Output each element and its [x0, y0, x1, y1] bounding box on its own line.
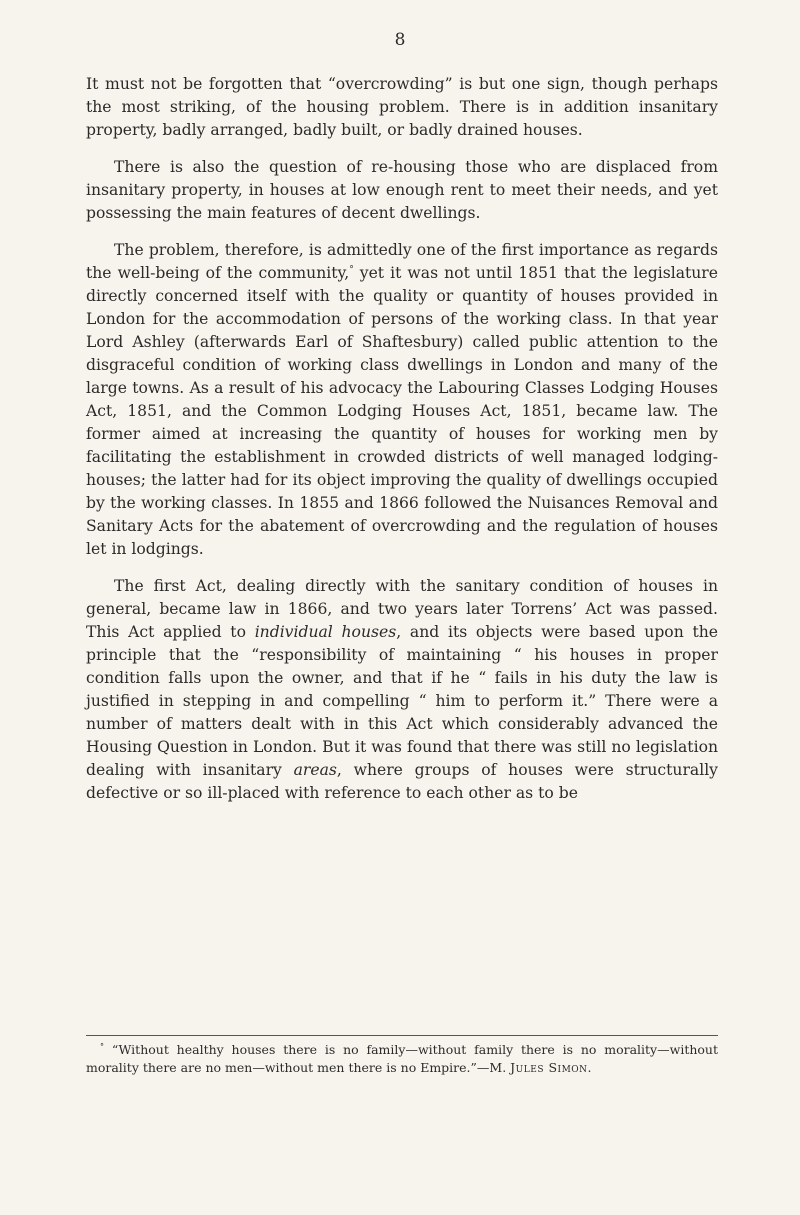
paragraph-text: The problem, therefore, is admittedly one of the first importance as regards the well-being of the community,: [86, 241, 718, 282]
footnote-mark: °: [100, 1041, 104, 1051]
footnote-text: “Without healthy houses there is no family—without family there is no morality—without morality there are no men—without men there is no Empire.”—M.: [86, 1042, 718, 1075]
body-text: [86, 73, 718, 805]
paragraph-rehousing: There is also the question of re-housing those who are displaced from insanitary property, in houses at low enough rent to meet their needs, and yet possessing the main features of decent dwellings.: [86, 158, 718, 222]
paragraph-text: , where groups of houses were structurally defective or so ill-placed with reference to each other as to be: [86, 761, 718, 802]
paragraph-text: The first Act, dealing directly with the sanitary condition of houses in general, became law in 1866, and two years later Torrens’ Act was passed. This Act applied to: [86, 577, 718, 641]
italic-phrase: areas: [293, 761, 337, 779]
paragraph-text: , and its objects were based upon the principle that the “responsibility of maintaining “ his houses in proper condition falls upon the owner, and that if he “ fails in his duty the law is justified in stepping in and compelling “ him to perform it.” There were a number of matters dealt with in this Act which considerably advanced the Housing Question in London. But it was found that there was still no legislation dealing with insanitary: [86, 623, 718, 779]
footnote-author: Jules Simon.: [510, 1060, 593, 1075]
page-number: 8: [394, 30, 406, 50]
footnote-divider: [86, 1035, 718, 1036]
paragraph-legislation-history: [86, 239, 718, 561]
italic-phrase: individual houses: [254, 623, 397, 641]
footnote-reference: °: [349, 264, 354, 275]
footnote: [86, 1041, 718, 1077]
paragraph-overcrowding: It must not be forgotten that “overcrowding” is but one sign, though perhaps the most striking, of the housing problem. There is in addition insanitary property, badly arranged, badly built, or badly drained houses.: [86, 75, 718, 139]
paragraph-first-act: [86, 575, 718, 805]
paragraph-text: yet it was not until 1851 that the legislature directly concerned itself with the quality or quantity of houses provided in London for the accommodation of persons of the working class. In that year Lord Ashley (afterwards Earl of Shaftesbury) called public attention to the disgraceful condition of working class dwellings in London and many of the large towns. As a result of his advocacy the Labouring Classes Lodging Houses Act, 1851, and the Common Lodging Houses Act, 1851, became law. The former aimed at increasing the quantity of houses for working men by facilitating the establishment in crowded districts of well managed lodging-houses; the latter had for its object improving the quality of dwellings occupied by the working classes. In 1855 and 1866 followed the Nuisances Removal and Sanitary Acts for the abatement of overcrowding and the regulation of houses let in lodgings.: [86, 264, 718, 558]
